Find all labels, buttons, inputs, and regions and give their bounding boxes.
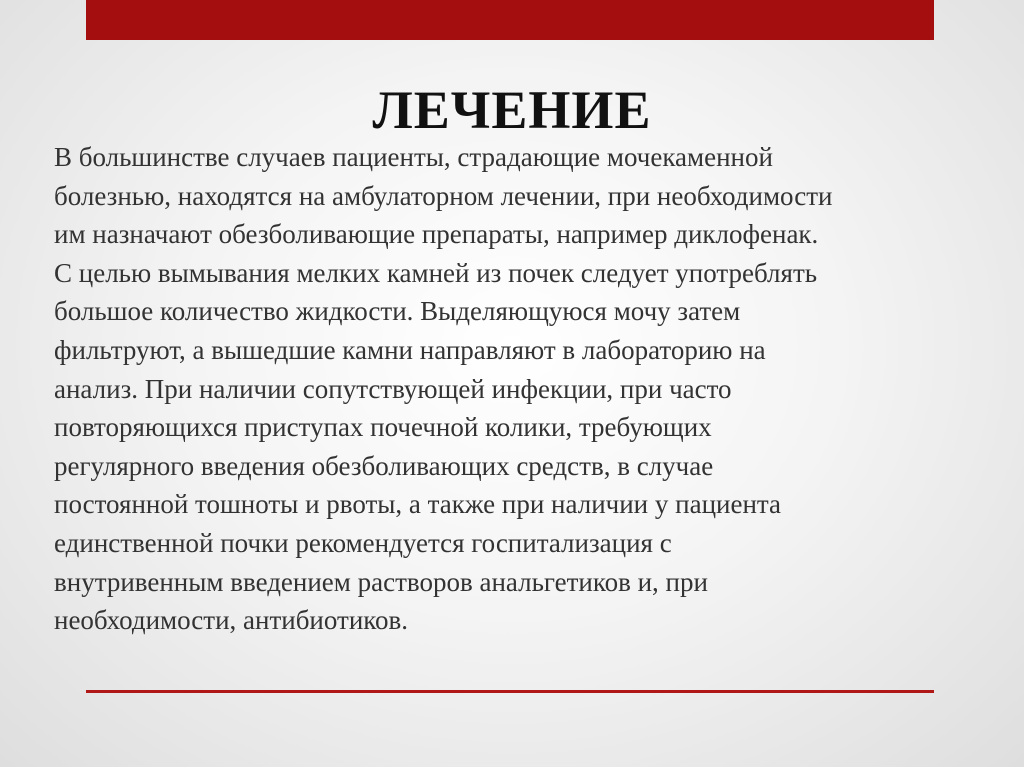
slide-title: ЛЕЧЕНИЕ	[372, 80, 652, 140]
body-line: фильтруют, а вышедшие камни направляют в лабораторию на	[54, 334, 766, 365]
body-line: В большинстве случаев пациенты, страдающие мочекаменной	[54, 142, 773, 172]
body-line: им назначают обезболивающие препараты, например диклофенак.	[54, 219, 819, 250]
body-line: большое количество жидкости. Выделяющуюся мочу затем	[54, 296, 741, 327]
body-line: анализ. При наличии сопутствующей инфекции, при часто	[54, 373, 732, 404]
body-line: постоянной тошноты и рвоты, а также при наличии у пациента	[54, 489, 782, 520]
body-line: повторяющихся приступах почечной колики, требующих	[54, 412, 712, 443]
body-line: болезнью, находятся на амбулаторном лечении, при необходимости	[54, 180, 833, 211]
body-line: необходимости, антибиотиков.	[54, 605, 409, 636]
body-line: регулярного введения обезболивающих средств, в случае	[54, 450, 714, 481]
body-line: единственной почки рекомендуется госпитализация с	[54, 527, 672, 558]
top-accent-bar	[86, 0, 934, 40]
body-line: внутривенным введением растворов анальгетиков и, при	[54, 566, 708, 597]
bottom-divider	[86, 690, 934, 693]
body-text	[54, 138, 984, 640]
body-line: С целью вымывания мелких камней из почек следует употреблять	[54, 257, 818, 288]
